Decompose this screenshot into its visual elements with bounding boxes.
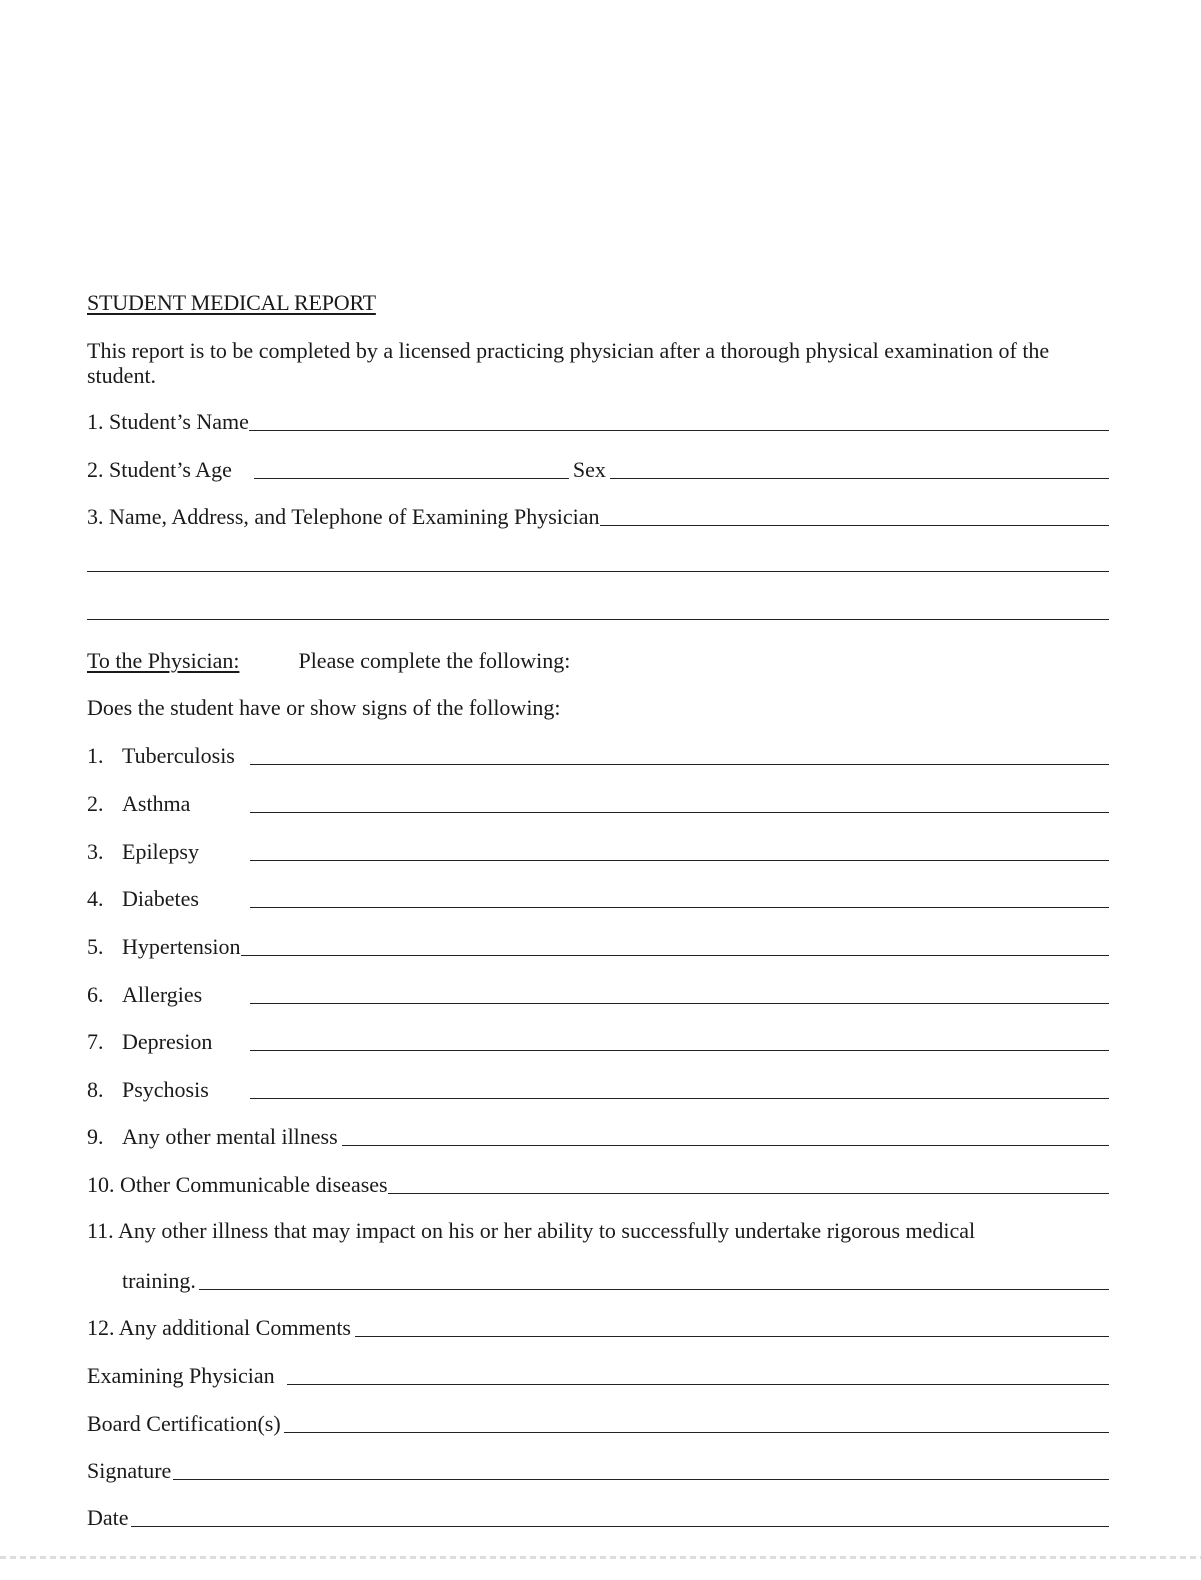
examining-physician-row [87,1361,1109,1389]
condition-number: 1. [87,743,104,768]
training-row [122,1266,1109,1294]
board-certification-label: Board Certification(s) [87,1411,281,1436]
student-name-field[interactable] [249,430,1109,431]
intro-paragraph: This report is to be completed by a licensed practicing physician after a thorough physical examination of the student. [87,338,1050,388]
to-physician-heading [87,648,570,674]
student-name-row [87,407,1109,435]
student-age-row [87,455,1109,483]
condition-label: Epilepsy [122,839,199,864]
date-label: Date [87,1505,129,1530]
other-illness-label: 11. Any other illness that may impact on his or her ability to successfully undertake rigorous medical [87,1218,976,1243]
examining-physician-field[interactable] [287,1384,1109,1385]
condition-field[interactable] [250,812,1109,813]
condition-label: Tuberculosis [122,743,235,768]
physician-info-line-2[interactable] [87,571,1109,572]
date-field[interactable] [131,1526,1109,1527]
condition-label: Diabetes [122,886,199,911]
question-text: Does the student have or show signs of the following: [87,695,561,720]
physician-info-label: 3. Name, Address, and Telephone of Examining Physician [87,504,600,529]
condition-row [87,932,1109,960]
to-physician-instruction: Please complete the following: [298,648,571,673]
condition-number: 8. [87,1077,104,1102]
comments-field[interactable] [355,1336,1109,1337]
condition-label: Asthma [122,791,191,816]
condition-field[interactable] [342,1145,1109,1146]
scan-edge-artifact [0,1556,1201,1559]
condition-number: 6. [87,982,104,1007]
communicable-diseases-row [87,1170,1109,1198]
condition-field[interactable] [250,1003,1109,1004]
student-age-label: 2. Student’s Age [87,457,232,482]
physician-info-line-3[interactable] [87,619,1109,620]
student-age-field[interactable] [254,478,569,479]
board-certification-field[interactable] [284,1432,1109,1433]
condition-number: 4. [87,886,104,911]
report-title: STUDENT MEDICAL REPORT [87,290,376,315]
training-label: training. [122,1268,196,1293]
condition-row [87,884,1109,912]
student-name-label: 1. Student’s Name [87,409,249,434]
condition-label: Hypertension [122,934,241,959]
condition-field[interactable] [250,764,1109,765]
other-illness-field[interactable] [199,1289,1109,1290]
signature-field[interactable] [173,1479,1109,1480]
condition-label: Psychosis [122,1077,209,1102]
physician-info-row [87,502,1109,530]
condition-number: 3. [87,839,104,864]
condition-row [87,980,1109,1008]
condition-field[interactable] [250,1050,1109,1051]
date-row [87,1503,1109,1531]
comments-row [87,1313,1109,1341]
condition-row [87,789,1109,817]
signature-row [87,1456,1109,1484]
sex-label: Sex [572,457,606,482]
to-physician-label: To the Physician: [87,648,240,673]
condition-number: 5. [87,934,104,959]
condition-field[interactable] [250,1098,1109,1099]
condition-field[interactable] [250,907,1109,908]
board-certification-row [87,1409,1109,1437]
comments-label: 12. Any additional Comments [87,1315,351,1340]
condition-field[interactable] [241,955,1109,956]
signature-label: Signature [87,1458,172,1483]
condition-row [87,1027,1109,1055]
condition-label: Allergies [122,982,203,1007]
condition-field[interactable] [250,860,1109,861]
communicable-diseases-field[interactable] [388,1193,1109,1194]
condition-row [87,741,1109,769]
communicable-diseases-label: 10. Other Communicable diseases [87,1172,388,1197]
condition-number: 2. [87,791,104,816]
sex-field[interactable] [610,478,1109,479]
condition-label: Any other mental illness [122,1124,338,1149]
physician-info-field[interactable] [600,525,1109,526]
condition-row [87,1075,1109,1103]
examining-physician-label: Examining Physician [87,1363,275,1388]
condition-number: 7. [87,1029,104,1054]
condition-row [87,1122,1109,1150]
condition-row [87,837,1109,865]
condition-label: Depresion [122,1029,213,1054]
condition-number: 9. [87,1124,104,1149]
